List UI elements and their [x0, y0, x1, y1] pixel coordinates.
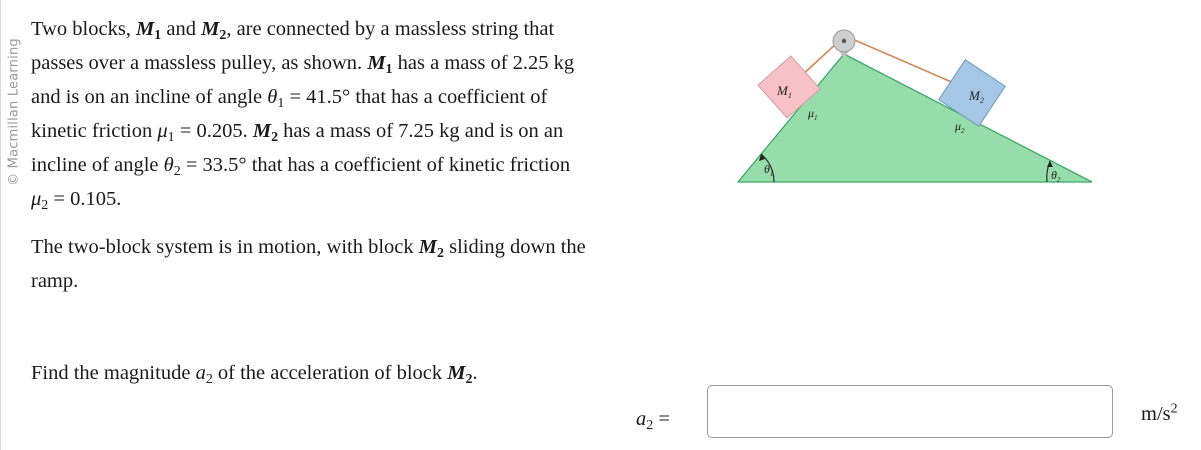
var-m2: $M_2$ [252, 120, 279, 145]
answer-label: $a_2$ = [636, 408, 670, 433]
left-border [0, 0, 1, 450]
text: and [161, 18, 202, 40]
var-m1: $M_1$ [136, 18, 162, 43]
var-m1: $M_1$ [367, 52, 393, 77]
question-text: Find the magnitude $a_2$ of the acceleration of block $M_2$. [31, 362, 478, 387]
text: Two blocks, [31, 18, 137, 40]
var-theta2: $\theta_2$ [163, 154, 181, 179]
var-theta1: $\theta_1$ [267, 86, 285, 111]
mu1-label: $\mu_1$ [808, 106, 818, 122]
copyright-watermark: © Macmillan Learning [6, 38, 22, 186]
var-a2: $a_2$ [195, 362, 213, 387]
var-m2: $M_2$ [447, 362, 473, 387]
mu2-label: $\mu_2$ [955, 119, 965, 135]
text: = 0.105. [48, 188, 122, 210]
theta2-label: $\theta_2$ [1051, 168, 1061, 184]
pulley-axle [842, 39, 846, 43]
problem-paragraph-2: The two-block system is in motion, with block $M_2$ sliding down the ramp. [31, 236, 586, 292]
var-mu1: $\mu_1$ [157, 120, 175, 145]
diagram-svg [730, 20, 1110, 195]
text: has a mass of 7.25 kg and is on an incline of angle [31, 120, 564, 176]
text: , are connected by a massless string that passes over a massless pulley, as shown. [31, 18, 555, 74]
answer-input[interactable] [707, 385, 1113, 438]
incline-diagram [730, 20, 1110, 195]
text: has a mass of 2.25 kg and is on an incline of angle [31, 52, 575, 108]
text: = 0.205. [174, 120, 253, 142]
problem-paragraph-1 [31, 12, 591, 216]
var-m2: $M_2$ [201, 18, 227, 43]
theta1-label: $\theta_1$ [764, 162, 774, 178]
text: = 41.5° that has a coefficient of kinetic friction [31, 86, 548, 142]
text: = 33.5° that has a coefficient of kinetic friction [180, 154, 571, 176]
block-m1-label: $M_1$ [777, 83, 792, 100]
var-mu2: $\mu_2$ [31, 188, 49, 213]
block-m2-label: $M_2$ [969, 88, 984, 105]
problem-statement [31, 12, 591, 298]
var-m2: $M_2$ [418, 236, 444, 261]
unit-label: $m/s^2$ [1141, 401, 1178, 425]
